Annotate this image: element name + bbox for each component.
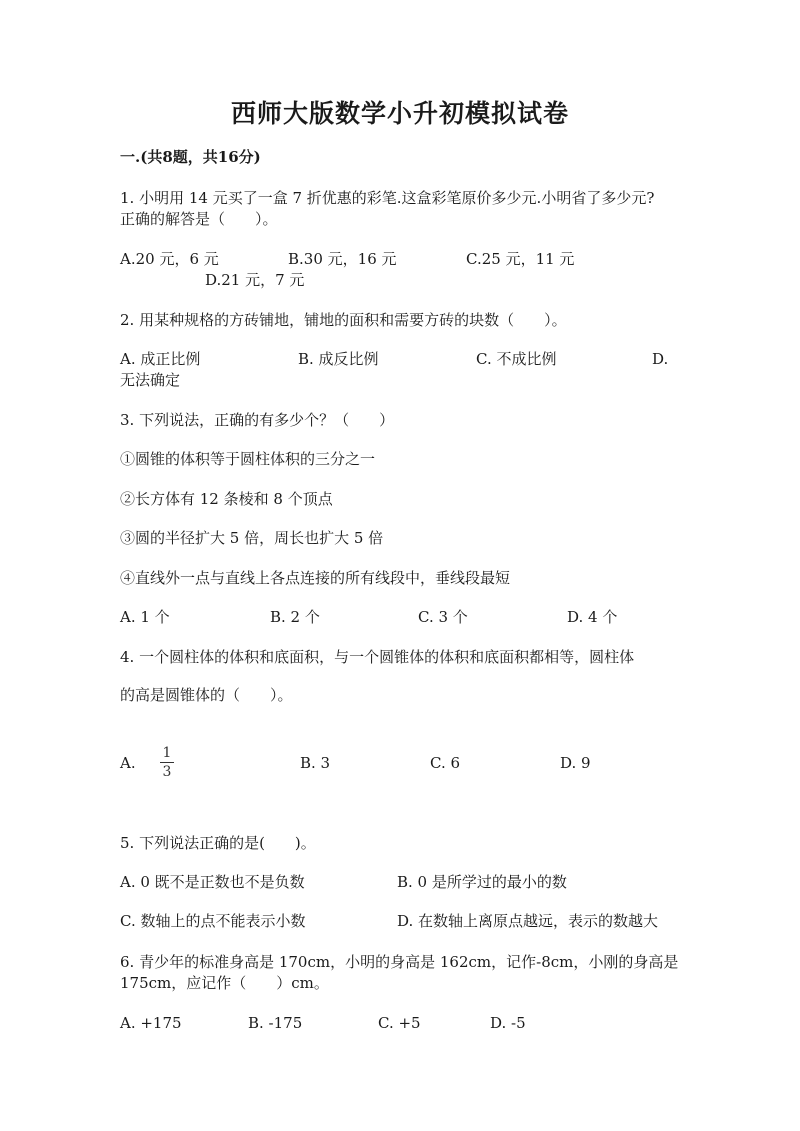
question-6-option-b: B. -175 [248, 1014, 303, 1032]
question-4-option-a-fraction [157, 745, 177, 780]
question-3-option-d: D. 4 个 [567, 608, 618, 626]
question-3-option-a: A. 1 个 [120, 608, 170, 626]
question-4-option-b: B. 3 [300, 754, 331, 772]
question-2-option-b: B. 成反比例 [298, 350, 379, 368]
question-2-option-c: C. 不成比例 [476, 350, 557, 368]
page-title: 西师大版数学小升初模拟试卷 [230, 99, 569, 128]
question-4-option-c: C. 6 [430, 754, 461, 772]
question-6-option-a: A. +175 [120, 1014, 182, 1032]
question-4-line-1: 4. 一个圆柱体的体积和底面积，与一个圆锥体的体积和底面积都相等，圆柱体 [120, 648, 635, 666]
question-3-option-c: C. 3 个 [418, 608, 468, 626]
question-3-statement-4: ④直线外一点与直线上各点连接的所有线段中，垂线段最短 [120, 569, 511, 587]
question-6-option-c: C. +5 [378, 1014, 421, 1032]
question-3-option-b: B. 2 个 [270, 608, 320, 626]
question-2-line-1: 2. 用某种规格的方砖铺地，铺地的面积和需要方砖的块数（ ）。 [120, 311, 567, 329]
question-5-option-a: A. 0 既不是正数也不是负数 [120, 873, 305, 891]
question-6-option-d: D. -5 [490, 1014, 526, 1032]
question-1-option-c: C.25 元，11 元 [466, 250, 575, 268]
question-2-option-a: A. 成正比例 [120, 350, 201, 368]
fraction-denominator: 3 [162, 764, 172, 780]
question-5-option-b: B. 0 是所学过的最小的数 [397, 873, 567, 891]
question-1-option-b: B.30 元，16 元 [288, 250, 397, 268]
section-heading: 一.(共8题，共16分) [120, 148, 261, 166]
fraction-bar [160, 762, 174, 763]
question-1-option-d: D.21 元，7 元 [205, 271, 305, 289]
question-4-option-d: D. 9 [560, 754, 591, 772]
question-3-line-1: 3. 下列说法，正确的有多少个？（ ） [120, 411, 395, 429]
question-1-option-a: A.20 元，6 元 [120, 250, 219, 268]
fraction-numerator: 1 [162, 745, 172, 761]
question-3-statement-2: ②长方体有 12 条棱和 8 个顶点 [120, 490, 333, 508]
question-5-option-d: D. 在数轴上离原点越远，表示的数越大 [397, 912, 659, 930]
question-6-line-2: 175cm，应记作（ ）cm。 [120, 974, 329, 992]
question-4-option-a: A. [120, 754, 136, 772]
question-2-option-d: D. [652, 350, 669, 368]
question-3-statement-1: ①圆锥的体积等于圆柱体积的三分之一 [120, 450, 376, 468]
question-5-option-c: C. 数轴上的点不能表示小数 [120, 912, 306, 930]
question-5-line-1: 5. 下列说法正确的是( )。 [120, 834, 316, 852]
question-1-line-1: 1. 小明用 14 元买了一盒 7 折优惠的彩笔.这盒彩笔原价多少元.小明省了多少元? [120, 189, 655, 207]
question-2-option-d-text: 无法确定 [120, 371, 181, 389]
question-1-line-2: 正确的解答是（ ）。 [120, 210, 278, 228]
question-6-line-1: 6. 青少年的标准身高是 170cm，小明的身高是 162cm，记作-8cm，小刚的身高是 [120, 953, 679, 971]
question-4-line-2: 的高是圆锥体的（ ）。 [120, 686, 293, 704]
question-3-statement-3: ③圆的半径扩大 5 倍，周长也扩大 5 倍 [120, 529, 384, 547]
